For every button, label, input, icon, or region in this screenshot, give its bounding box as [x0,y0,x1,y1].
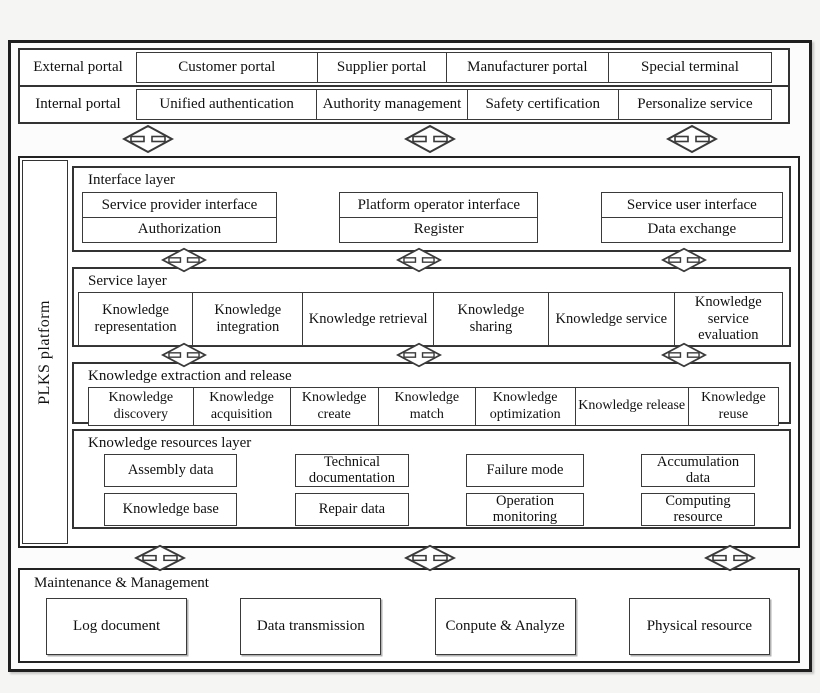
supplier-portal-cell: Supplier portal [317,53,446,82]
double-arrow-icon [396,247,442,273]
special-terminal-cell: Special terminal [608,53,771,82]
safety-certification-cell: Safety certification [467,90,618,119]
layer-gap [72,252,791,267]
double-arrow-icon [134,544,186,572]
maintenance-management-box [18,568,800,663]
plks-platform-label: PLKS platform [36,299,53,405]
knowledge-sharing-cell: Knowledge sharing [433,293,548,345]
computing-resource-cell: Computing resource [641,493,755,526]
knowledge-match-cell: Knowledge match [378,388,475,425]
external-portal-cells [136,52,772,83]
resources-layer-title: Knowledge resources layer [88,435,252,451]
resources-top-row [74,454,789,487]
knowledge-integration-cell: Knowledge integration [192,293,302,345]
service-layer-box [72,267,791,347]
authority-management-cell: Authority management [316,90,466,119]
double-arrow-icon [404,124,456,154]
service-user-interface-cell: Service user interface [601,192,783,218]
data-exchange-cell: Data exchange [601,217,783,243]
external-portal-row [18,48,790,87]
technical-documentation-cell: Technical documentation [295,454,409,487]
knowledge-release-cell: Knowledge release [575,388,688,425]
personalize-service-cell: Personalize service [618,90,771,119]
compute-analyze-cell: Conpute & Analyze [435,598,576,655]
double-arrow-icon [704,544,756,572]
log-document-cell: Log document [46,598,187,655]
knowledge-discovery-cell: Knowledge discovery [108,389,174,422]
service-layer-title: Service layer [88,273,167,289]
knowledge-representation-cell: Knowledge representation [94,302,177,335]
register-cell: Register [339,217,538,243]
interface-col-user [601,192,783,243]
interface-layer-box [72,166,791,252]
double-arrow-icon [396,342,442,368]
plks-platform-box [18,156,800,548]
data-transmission-cell: Data transmission [240,598,381,655]
double-arrow-icon [404,544,456,572]
extraction-layer-title: Knowledge extraction and release [88,368,292,384]
assembly-data-cell: Assembly data [104,454,237,487]
knowledge-create-cell: Knowledge create [290,388,378,425]
physical-resource-cell: Physical resource [629,598,770,655]
service-layer-strip [78,292,783,346]
service-provider-interface-cell: Service provider interface [82,192,277,218]
double-arrow-icon [161,342,207,368]
knowledge-acquisition-cell: Knowledge acquisition [193,388,290,425]
interface-layer-grid [74,191,789,243]
extraction-layer-box [72,362,791,424]
internal-portal-row [18,85,790,124]
platform-operator-interface-cell: Platform operator interface [339,192,538,218]
knowledge-service-evaluation-cell: Knowledge service evaluation [674,293,782,345]
internal-portal-label: Internal portal [35,96,121,112]
double-arrow-icon [666,124,718,154]
layer-gap [72,347,791,362]
diagram-frame [8,40,812,672]
failure-mode-cell: Failure mode [466,454,583,487]
knowledge-base-cell: Knowledge base [104,493,237,526]
resources-layer-box [72,429,791,529]
manufacturer-portal-cell: Manufacturer portal [446,53,608,82]
unified-authentication-cell: Unified authentication [159,95,294,112]
double-arrow-icon [661,247,707,273]
maintenance-row [20,592,798,655]
customer-portal-cell: Customer portal [178,58,276,75]
accumulation-data-cell: Accumulation data [641,454,755,487]
external-portal-label: External portal [33,59,123,75]
plks-platform-label-column [22,160,68,544]
interface-col-operator [339,192,538,243]
knowledge-optimization-cell: Knowledge optimization [475,388,575,425]
double-arrow-icon [661,342,707,368]
double-arrow-icon [161,247,207,273]
platform-layers [68,160,796,544]
interface-col-provider [82,192,277,243]
internal-portal-cells [136,89,772,120]
double-arrow-icon [122,124,174,154]
interface-layer-title: Interface layer [88,172,176,188]
extraction-layer-strip [88,387,779,426]
knowledge-reuse-cell: Knowledge reuse [688,388,778,425]
operation-monitoring-cell: Operation monitoring [466,493,583,526]
resources-bottom-row [74,493,789,526]
knowledge-service-cell: Knowledge service [548,293,674,345]
repair-data-cell: Repair data [295,493,409,526]
authorization-cell: Authorization [82,217,277,243]
maintenance-management-title: Maintenance & Management [34,575,209,591]
knowledge-retrieval-cell: Knowledge retrieval [302,293,432,345]
